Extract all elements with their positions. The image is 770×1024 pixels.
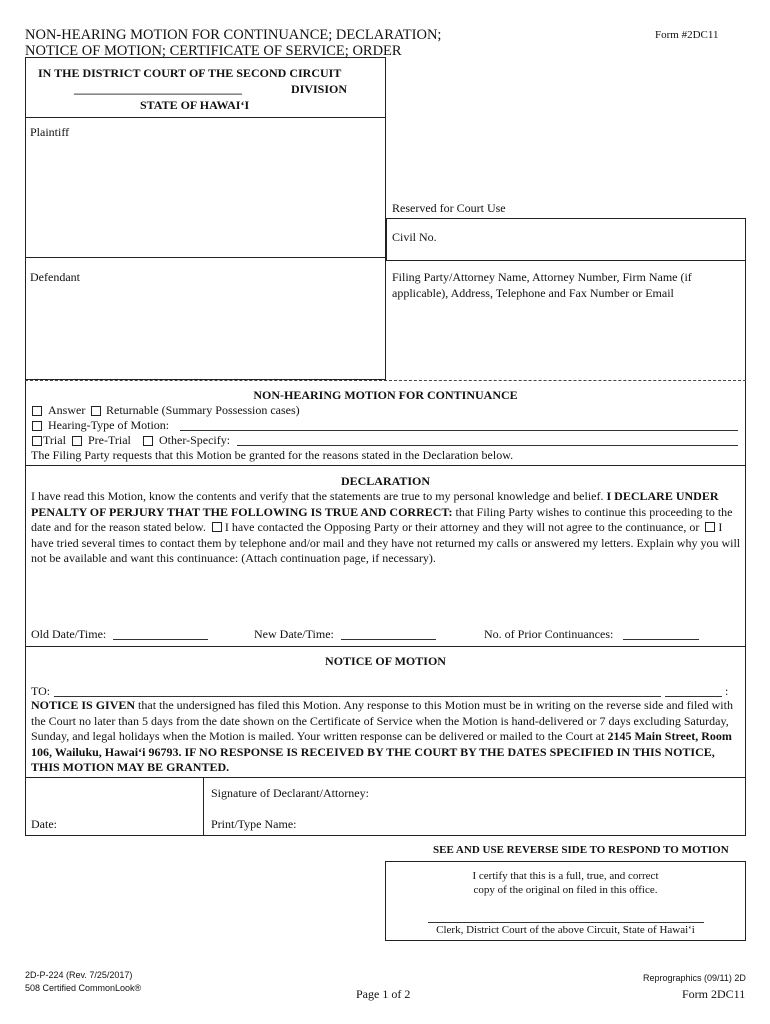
court-address-text: 2145 Main Street, Room 106, Wailuku, Hawai‘i 96793. IF NO RESPONSE IS RECEIVED BY THE COURT BY THE DATES SPECIFIED IN THIS NOTICE, THIS MOTION MAY BE GRANTED. <box>31 729 732 774</box>
pretrial-label: Pre-Trial <box>88 433 131 447</box>
declaration-title: DECLARATION <box>340 474 431 488</box>
answer-checkbox[interactable] <box>32 406 42 416</box>
date-label: Date: <box>31 817 57 831</box>
plaintiff-label: Plaintiff <box>30 125 70 139</box>
party-divider <box>25 257 386 258</box>
section-separator <box>25 380 746 381</box>
notice-title: NOTICE OF MOTION <box>325 654 446 668</box>
other-specify-line[interactable] <box>237 445 738 446</box>
clerk-signature-line[interactable] <box>428 922 704 923</box>
returnable-checkbox[interactable] <box>91 406 101 416</box>
filing-party-right-border <box>745 261 746 380</box>
filing-party-label-2: applicable), Address, Telephone and Fax Number or Email <box>392 286 674 300</box>
print-name-field[interactable] <box>305 812 740 832</box>
explanation-field[interactable] <box>31 566 741 624</box>
contacted-checkbox[interactable] <box>212 522 222 532</box>
to-line-2[interactable] <box>665 696 722 697</box>
notice-given-text: that the undersigned has filed this Motion. Any response to this Motion must be in writing on the reverse side and filed with the Court no later than 5 days from the date shown on the Certificate of Service when the Motion is hand-delivered or 7 days excluding Saturday, Sunday, and legal holidays when the Motion is mailed. Your written response can be delivered or mailed to the Court at <box>31 698 733 743</box>
old-date-label: Old Date/Time: <box>31 627 107 641</box>
division-blank[interactable]: ____________________________ <box>74 82 242 96</box>
declaration-bottom-divider <box>25 646 746 647</box>
defendant-label: Defendant <box>30 270 80 284</box>
declaration-text <box>31 489 741 567</box>
other-label: Other-Specify: <box>159 433 231 447</box>
old-date-line[interactable] <box>113 639 208 640</box>
hearing-type-checkbox[interactable] <box>32 421 42 431</box>
date-field[interactable] <box>65 812 197 832</box>
reverse-side-note: SEE AND USE REVERSE SIDE TO RESPOND TO MOTION <box>433 844 729 856</box>
civil-no-label: Civil No. <box>392 230 437 244</box>
body-left-border <box>25 381 26 835</box>
motion-title: NON-HEARING MOTION FOR CONTINUANCE <box>253 388 518 402</box>
filing-party-field[interactable] <box>392 303 740 375</box>
trial-checkbox[interactable] <box>32 436 42 446</box>
form-number: Form #2DC11 <box>655 29 719 41</box>
notice-bottom-divider <box>25 777 746 778</box>
court-divider <box>25 117 386 118</box>
form-footer: Form 2DC11 <box>682 987 746 1001</box>
reprographics-label: Reprographics (09/11) 2D <box>643 973 746 983</box>
division-label: DIVISION <box>291 82 348 96</box>
contacted-text: I have contacted the Opposing Party or their attorney and they will not agree to the continuance, or <box>224 520 700 534</box>
signature-label: Signature of Declarant/Attorney: <box>211 786 369 800</box>
tried-checkbox[interactable] <box>705 522 715 532</box>
new-date-line[interactable] <box>341 639 436 640</box>
declaration-text-part2: that Filing Party wishes to continue this proceeding to the date and for the reason stated below. <box>31 504 733 534</box>
hearing-type-line[interactable] <box>180 430 738 431</box>
to-label: TO: <box>31 684 51 698</box>
civil-no-box[interactable] <box>386 218 746 261</box>
declaration-text-part1: I have read this Motion, know the contents and verify that the statements are true to my personal knowledge and belief. <box>31 489 604 503</box>
filing-party-label-1: Filing Party/Attorney Name, Attorney Number, Firm Name (if <box>392 270 692 284</box>
signature-field[interactable] <box>380 781 740 803</box>
returnable-label: Returnable (Summary Possession cases) <box>106 403 300 417</box>
notice-text <box>31 698 743 776</box>
form-title-line2: NOTICE OF MOTION; CERTIFICATE OF SERVICE; ORDER <box>25 43 402 59</box>
court-name: IN THE DISTRICT COURT OF THE SECOND CIRCUIT <box>38 66 342 80</box>
revision-label: 2D-P-224 (Rev. 7/25/2017) <box>25 970 133 980</box>
new-date-label: New Date/Time: <box>254 627 334 641</box>
certify-line1: I certify that this is a full, true, and correct <box>472 870 659 882</box>
request-text: The Filing Party requests that this Motion be granted for the reasons stated in the Declaration below. <box>31 448 514 462</box>
print-name-label: Print/Type Name: <box>211 817 297 831</box>
to-line[interactable] <box>54 696 661 697</box>
defendant-field[interactable] <box>30 287 380 375</box>
prior-continuances-line[interactable] <box>623 639 699 640</box>
answer-label: Answer <box>48 403 86 417</box>
tried-text: I have tried several times to contact them by telephone and/or mail and they have not returned my calls or answered my letters. Explain why you will not be available and want this continuance: (Attach continuation page, if necessary). <box>31 520 741 565</box>
body-right-border <box>745 381 746 835</box>
motion-bottom-divider <box>25 465 746 466</box>
clerk-label: Clerk, District Court of the above Circuit, State of Hawai‘i <box>436 924 695 936</box>
certified-label: 508 Certified CommonLook® <box>25 983 142 993</box>
trial-label: Trial <box>43 433 66 447</box>
certify-line2: copy of the original on filed in this office. <box>473 884 658 896</box>
state-label: STATE OF HAWAI‘I <box>140 98 250 112</box>
to-colon: : <box>725 684 729 698</box>
notice-given-label: NOTICE IS GIVEN <box>31 698 136 712</box>
plaintiff-field[interactable] <box>30 142 380 252</box>
signature-divider <box>203 777 204 835</box>
declaration-penalty-text: I DECLARE UNDER PENALTY OF PERJURY THAT THE FOLLOWING IS TRUE AND CORRECT: <box>31 489 719 519</box>
prior-continuances-label: No. of Prior Continuances: <box>484 627 614 641</box>
page-number: Page 1 of 2 <box>356 987 411 1001</box>
signature-bottom-border <box>25 835 746 836</box>
hearing-type-label: Hearing-Type of Motion: <box>48 418 170 432</box>
reserved-court-use-label: Reserved for Court Use <box>392 201 506 215</box>
other-checkbox[interactable] <box>143 436 153 446</box>
pretrial-checkbox[interactable] <box>72 436 82 446</box>
form-title-line1: NON-HEARING MOTION FOR CONTINUANCE; DECLARATION; <box>25 27 442 43</box>
